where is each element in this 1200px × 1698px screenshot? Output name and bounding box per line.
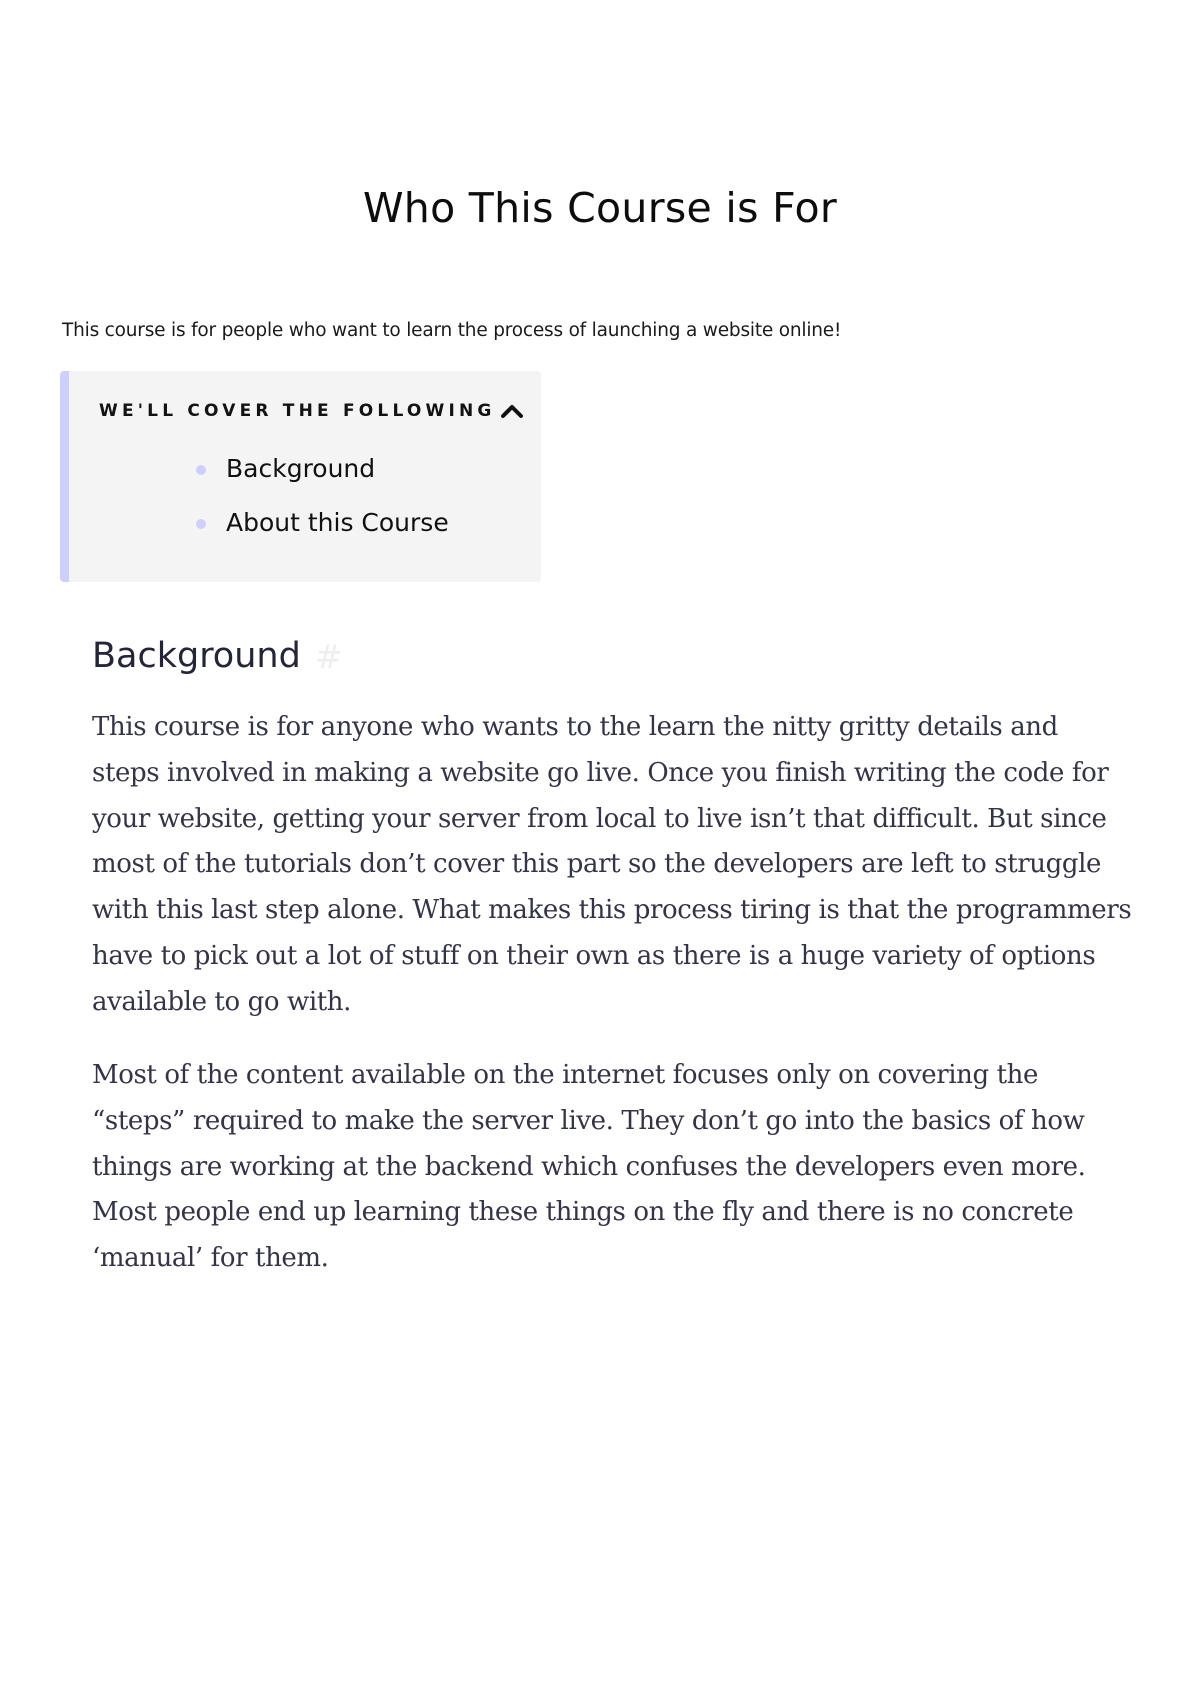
body-paragraph: This course is for anyone who wants to the learn the nitty gritty details and steps involved in making a website go live. Once you finish writing the code for your website, getting your server from local to live isn’t that difficult. But since most of the tutorials don’t cover this part so the developers are left to struggle with this last step alone. What makes this process tiring is that the programmers have to pick out a lot of stuff on their own as there is a huge variety of options available to go with. — [92, 712, 1132, 1017]
toc-item-label: About this Course — [226, 508, 449, 537]
anchor-link[interactable]: # — [314, 636, 343, 676]
toc-item-label: Background — [226, 454, 376, 483]
toc-list — [196, 451, 449, 559]
section-heading — [92, 636, 342, 676]
body-paragraph: Most of the content available on the internet focuses only on covering the “steps” required to make the server live. They don’t go into the basics of how things are working at the backend which confuses the developers even more. Most people end up learning these things on the fly and there is no concrete ‘manual’ for them. — [92, 1060, 1086, 1274]
intro-text: This course is for people who want to learn the process of launching a website online! — [62, 320, 842, 341]
section-heading-text: Background — [92, 636, 301, 676]
toc-heading: WE'LL COVER THE FOLLOWING — [99, 401, 496, 421]
bullet-icon — [196, 519, 206, 529]
toc-item-about-this-course[interactable] — [196, 505, 449, 559]
bullet-icon — [196, 465, 206, 475]
page-title: Who This Course is For — [362, 184, 838, 232]
toc-item-background[interactable] — [196, 451, 449, 505]
chevron-up-icon[interactable] — [500, 403, 524, 419]
toc-toggle[interactable] — [99, 401, 524, 421]
table-of-contents — [60, 371, 541, 582]
